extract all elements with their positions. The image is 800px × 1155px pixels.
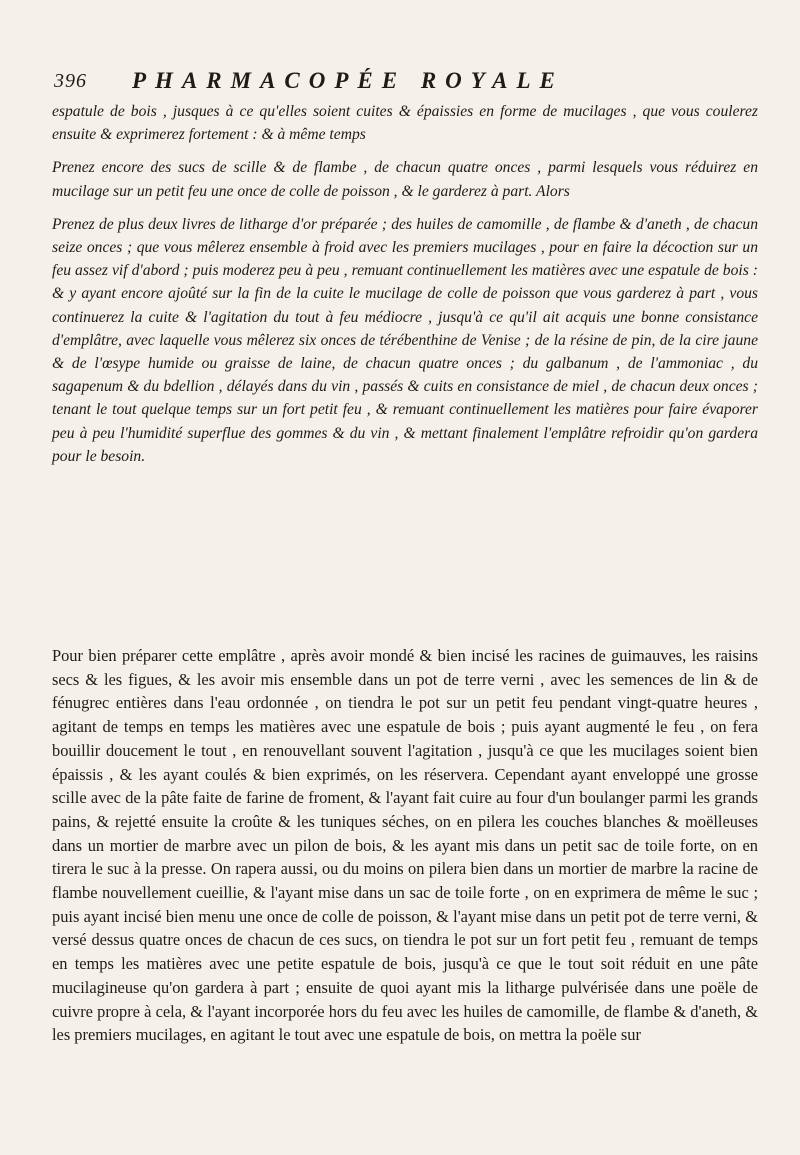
italic-paragraph-3: Prenez de plus deux livres de litharge d'or préparée ; des huiles de camomille , de flambe & d'aneth , de chacun seize onces ; que vous mêlerez ensemble à froid avec les premiers mucilages , pour en faire la décoction sur un feu assez vif d'abord ; puis moderez peu à peu , remuant continuellement les matières avec une espatule de bois : & y ayant encore ajoûté sur la fin de la cuite le mucilage de colle de poisson que vous garderez à part , vous continuerez la cuite & l'agitation du tout à feu médiocre , jusqu'à ce qu'il ait acquis une bonne consistance d'emplâtre, avec laquelle vous mêlerez six onces de térébenthine de Venise ; de la résine de pin, de la cire jaune & de l'œsype humide ou graisse de laine, de chacun quatre onces ; du galbanum , de l'ammoniac , du sagapenum & du bdellion , délayés dans du vin , passés & cuits en consistance de miel , de chacun deux onces ; tenant le tout quelque temps sur un fort petit feu , & remuant continuellement les matières pour faire évaporer peu à peu l'humidité superflue des gommes & du vin , & mettant finalement l'emplâtre refroidir qu'on gardera pour le besoin. — [52, 215, 758, 465]
italic-paragraph-2: Prenez encore des sucs de scille & de flambe , de chacun quatre onces , parmi lesquels vous réduirez en mucilage sur un petit feu une once de colle de poisson , & le garderez à part. Alors — [52, 159, 758, 200]
preparation-paragraph: Pour bien préparer cette emplâtre , après avoir mondé & bien incisé les racines de guimauves, les raisins secs & les figues, & les avoir mis ensemble dans un pot de terre verni , avec les semences de lin & de fénugrec entières dans l'eau ordonnée , on tiendra le pot sur un petit feu pendant vingt-quatre heures , agitant de temps en temps les matières avec une espatule de bois ; puis ayant augmenté le feu , on fera bouillir doucement le tout , en renouvellant souvent l'agitation , jusqu'à ce que les mucilages soient bien épaissis , & les ayant coulés & bien exprimés, on les réservera. Cependant ayant enveloppé une grosse scille avec de la pâte faite de farine de froment, & l'ayant fait cuire au four d'un boulanger parmi les grands pains, & rejetté ensuite la croûte & les tuniques séches, on en pilera les couches blanches & moëlleuses dans un mortier de marbre avec un pilon de bois, & les ayant mis dans un petit sac de toile forte, on en tirera le suc à la presse. On rapera aussi, ou du moins on pilera bien dans un mortier de marbre la racine de flambe nouvellement cueillie, & l'ayant mise dans un sac de toile forte , on en exprimera de même le suc ; puis ayant incisé bien menu une once de colle de poisson, & l'ayant mise dans un petit pot de terre verni, & versé dessus quatre onces de chacun de ces sucs, on tiendra le pot sur un fort petit feu , remuant de temps en temps les matières avec une petite espatule de bois, jusqu'à ce que le tout soit réduit en une pâte mucilagineuse qu'on gardera à part ; ensuite de quoi ayant mis la litharge pulvérisée dans une poële de cuivre propre à cela, & l'ayant incorporée hors du feu avec les huiles de camomille, de flambe & d'aneth, & les premiers mucilages, en agitant le tout avec une espatule de bois, on mettra la poële sur — [52, 646, 758, 1045]
page-header — [54, 68, 754, 98]
running-title: PHARMACOPÉE ROYALE — [132, 68, 564, 93]
italic-recipe-text — [52, 100, 758, 478]
page-number: 396 — [54, 70, 87, 92]
italic-paragraph-1: espatule de bois , jusques à ce qu'elles soient cuites & épaissies en forme de mucilages , que vous coulerez ensuite & exprimerez fortement : & à même temps — [52, 103, 758, 144]
preparation-text — [52, 644, 758, 1047]
